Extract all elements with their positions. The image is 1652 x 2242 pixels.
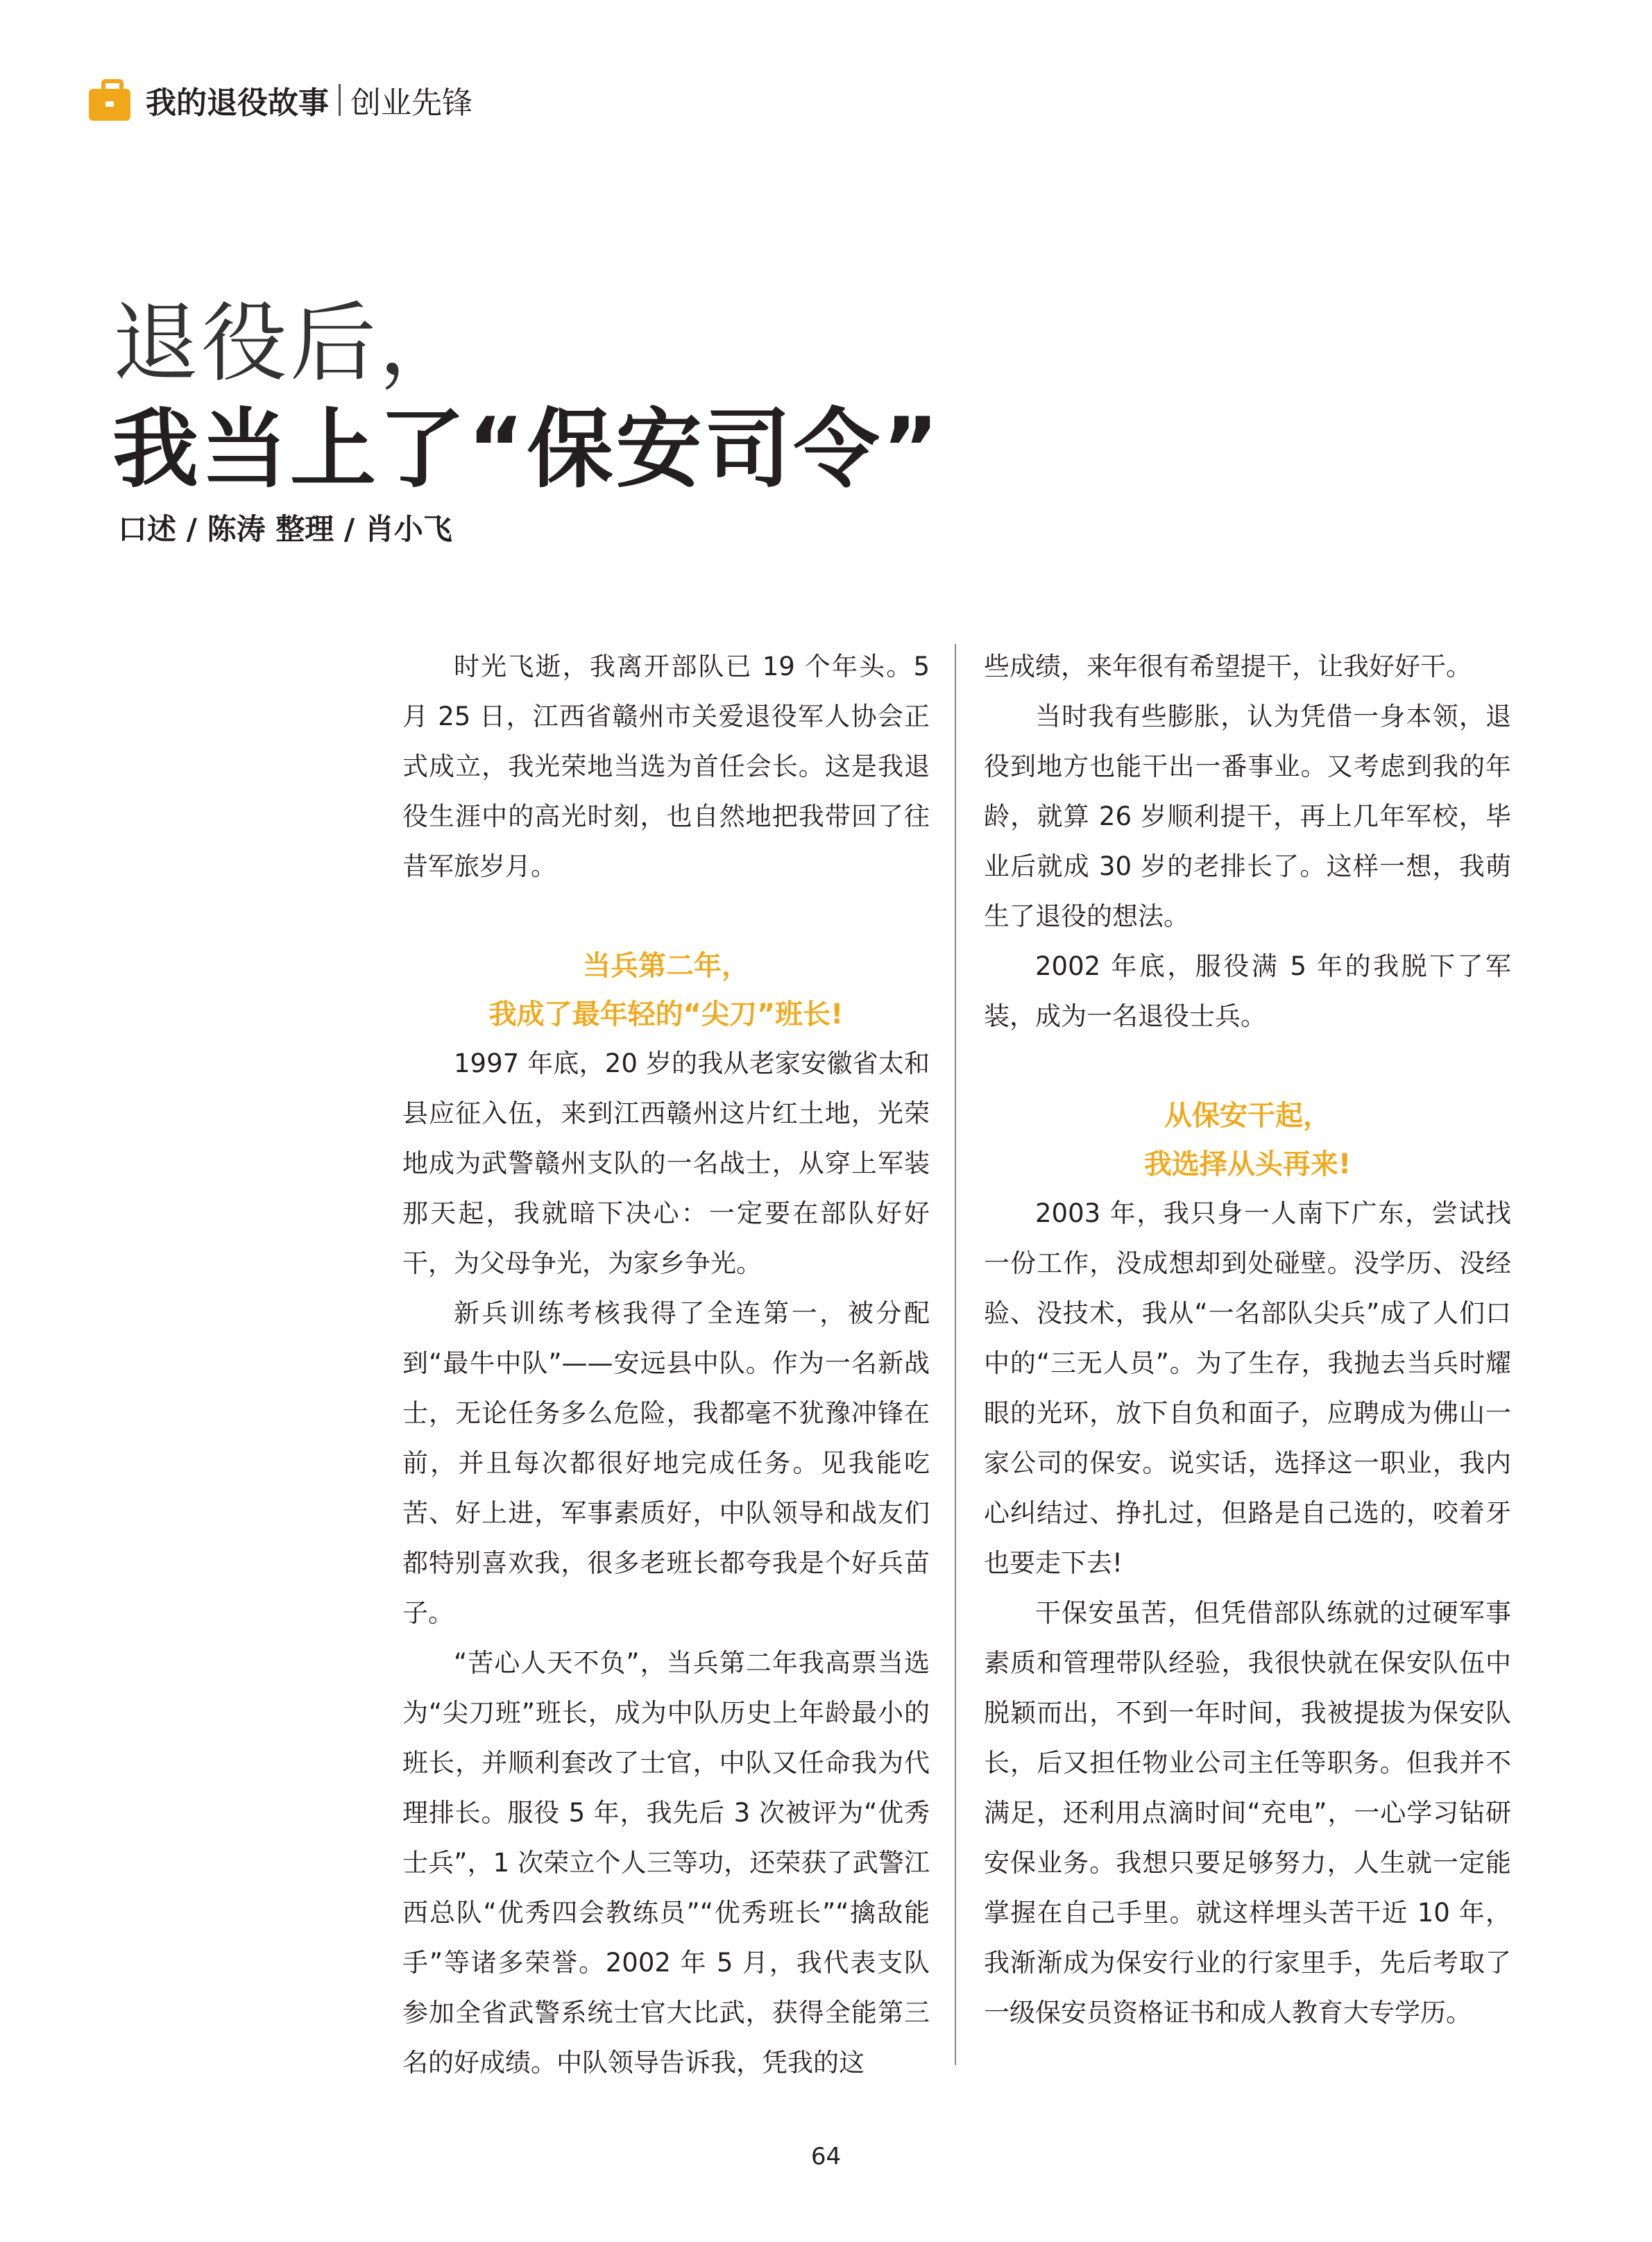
paragraph: “苦心人天不负”，当兵第二年我高票当选为“尖刀班”班长，成为中队历史上年龄最小的班长，并顺利套改了士官，中队又任命我为代理排长。服役 5 年，我先后 3 次被评为“优秀士兵”，1 次荣立个人三等功，还荣获了武警江西总队“优秀四会教练员”“优秀班长”“擒敌能手”等诸多荣誉。2002 年 5 月，我代表支队参加全省武警系统士官大比武，获得全能第三名的好成绩。中队领导告诉我，凭我的这: [402, 1648, 930, 2078]
briefcase-icon: [89, 79, 130, 121]
title-line-2: 我当上了“保安司令”: [112, 400, 942, 500]
paragraph: 新兵训练考核我得了全连第一，被分配到“最牛中队”——安远县中队。作为一名新战士，无论任务多么危险，我都毫不犹豫冲锋在前，并且每次都很好地完成任务。见我能吃苦、好上进，军事素质好，中队领导和战友们都特别喜欢我，很多老班长都夸我是个好兵苗子。: [402, 1298, 930, 1628]
section-name: 我的退役故事: [146, 85, 329, 121]
paragraph: 干保安虽苦，但凭借部队练就的过硬军事素质和管理带队经验，我很快就在保安队伍中脱颖而出，不到一年时间，我被提拔为保安队长，后又担任物业公司主任等职务。但我并不满足，还利用点滴时间“充电”，一心学习钻研安保业务。我想只要足够努力，人生就一定能掌握在自己手里。就这样埋头苦干近 10 年，我渐渐成为保安行业的行家里手，先后考取了一级保安员资格证书和成人教育大专学历。: [984, 1598, 1511, 2028]
paragraph: 2002 年底，服役满 5 年的我脱下了军装，成为一名退役士兵。: [984, 951, 1511, 1031]
subheading-line: 我选择从头再来!: [1143, 1148, 1352, 1180]
column-divider: [955, 644, 956, 2065]
header-separator: [339, 84, 341, 116]
paragraph: 些成绩，来年很有希望提干，让我好好干。: [984, 652, 1472, 681]
section-header: [89, 72, 472, 128]
subheading-line: 从保安干起，: [1164, 1100, 1331, 1132]
right-column: [984, 642, 1511, 2038]
subheading-line: 当兵第二年，: [583, 950, 749, 982]
title-line-1: 退役后，: [112, 294, 468, 393]
paragraph: 2003 年，我只身一人南下广东，尝试找一份工作，没成想却到处碰壁。没学历、没经验、没技术，我从“一名部队尖兵”成了人们口中的“三无人员”。为了生存，我抛去当兵时耀眼的光环，放下自负和面子，应聘成为佛山一家公司的保安。说实话，选择这一职业，我内心纠结过、挣扎过，但路是自己选的，咬着牙也要走下去!: [984, 1198, 1511, 1578]
subheading-line: 我成了最年轻的“尖刀”班长!: [488, 999, 844, 1030]
paragraph: 当时我有些膨胀，认为凭借一身本领，退役到地方也能干出一番事业。又考虑到我的年龄，就算 26 岁顺利提干，再上几年军校，毕业后就成 30 岁的老排长了。这样一想，我萌生了退役的想法。: [984, 702, 1511, 931]
column-name: 创业先锋: [350, 85, 472, 121]
paragraph: 时光飞逝，我离开部队已 19 个年头。5 月 25 日，江西省赣州市关爱退役军人协会正式成立，我光荣地当选为首任会长。这是我退役生涯中的高光时刻，也自然地把我带回了往昔军旅岁月。: [402, 652, 930, 881]
paragraph: 1997 年底，20 岁的我从老家安徽省太和县应征入伍，来到江西赣州这片红土地，光荣地成为武警赣州支队的一名战士，从穿上军装那天起，我就暗下决心：一定要在部队好好干，为父母争光，为家乡争光。: [402, 1048, 930, 1278]
page-number: 64: [810, 2143, 842, 2171]
byline: 口述 / 陈涛 整理 / 肖小飞: [118, 512, 452, 546]
left-column: [402, 642, 930, 2088]
